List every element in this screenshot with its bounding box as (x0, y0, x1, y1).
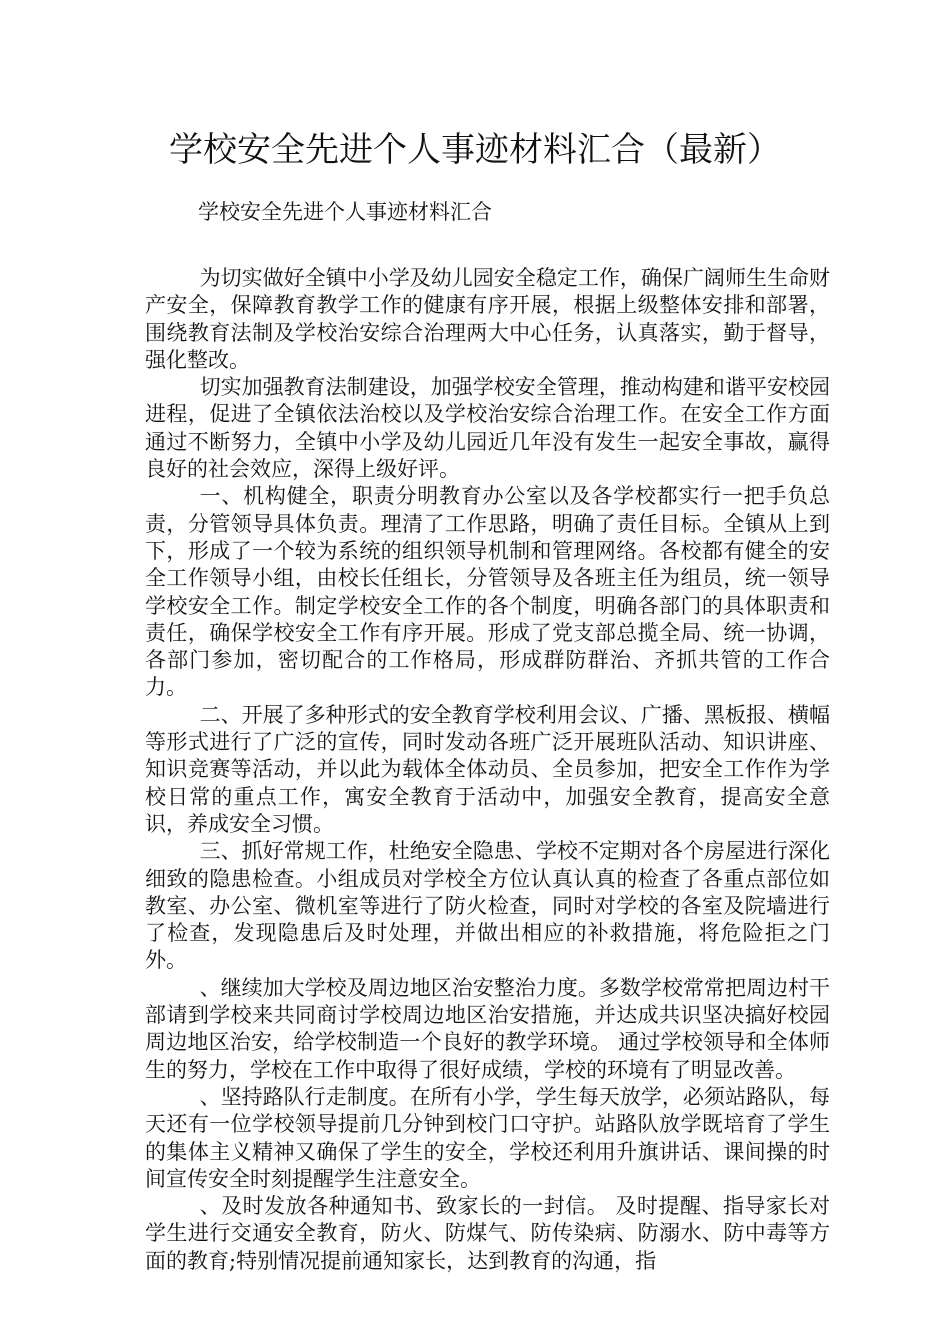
paragraph-7: 、坚持路队行走制度。在所有小学，学生每天放学，必须站路队，每天还有一位学校领导提前几分钟到校门口守护。站路队放学既培育了学生的集体主义精神又确保了学生的安全，学校还利用升旗讲话、课间操的时间宣传安全时刻提醒学生注意安全。 (145, 1084, 830, 1191)
document-subtitle: 学校安全先进个人事迹材料汇合 (198, 200, 492, 224)
paragraph-2: 切实加强教育法制建设，加强学校安全管理，推动构建和谐平安校园进程，促进了全镇依法治校以及学校治安综合治理工作。在安全工作方面通过不断努力，全镇中小学及幼儿园近几年没有发生一起安全事故，赢得良好的社会效应，深得上级好评。 (145, 375, 830, 482)
paragraph-5: 三、抓好常规工作，杜绝安全隐患、学校不定期对各个房屋进行深化细致的隐患检查。小组成员对学校全方位认真认真的检查了各重点部位如教室、办公室、微机室等进行了防火检查，同时对学校的各室及院墙进行了检查，发现隐患后及时处理，并做出相应的补救措施，将危险拒之门外。 (145, 839, 830, 973)
paragraph-6: 、继续加大学校及周边地区治安整治力度。多数学校常常把周边村干部请到学校来共同商讨学校周边地区治安措施，并达成共识坚决搞好校园周边地区治安，给学校制造一个良好的教学环境。 通过学校领导和全体师生的努力，学校在工作中取得了很好成绩，学校的环境有了明显改善。 (145, 975, 830, 1082)
document-title: 学校安全先进个人事迹材料汇合（最新） (169, 130, 781, 170)
paragraph-3: 一、机构健全，职责分明教育办公室以及各学校都实行一把手负总责，分管领导具体负责。理清了工作思路，明确了责任目标。全镇从上到下，形成了一个较为系统的组织领导机制和管理网络。各校都有健全的安全工作领导小组，由校长任组长，分管领导及各班主任为组员，统一领导学校安全工作。制定学校安全工作的各个制度，明确各部门的具体职责和责任，确保学校安全工作有序开展。形成了党支部总揽全局、统一协调，各部门参加，密切配合的工作格局，形成群防群治、齐抓共管的工作合力。 (145, 484, 830, 700)
paragraph-1: 为切实做好全镇中小学及幼儿园安全稳定工作，确保广阔师生生命财产安全，保障教育教学工作的健康有序开展，根据上级整体安排和部署，围绕教育法制及学校治安综合治理两大中心任务，认真落实，勤于督导，强化整改。 (145, 266, 830, 372)
paragraph-4: 二、开展了多种形式的安全教育学校利用会议、广播、黑板报、横幅等形式进行了广泛的宣传，同时发动各班广泛开展班队活动、知识讲座、知识竞赛等活动，并以此为载体全体动员、全员参加，把安全工作作为学校日常的重点工作，寓安全教育于活动中，加强安全教育，提高安全意识，养成安全习惯。 (145, 702, 830, 836)
paragraph-8: 、及时发放各种通知书、致家长的一封信。 及时提醒、指导家长对学生进行交通安全教育，防火、防煤气、防传染病、防溺水、防中毒等方面的教育;特别情况提前通知家长，达到教育的沟通，指 (145, 1194, 830, 1273)
document-body (145, 265, 830, 1275)
